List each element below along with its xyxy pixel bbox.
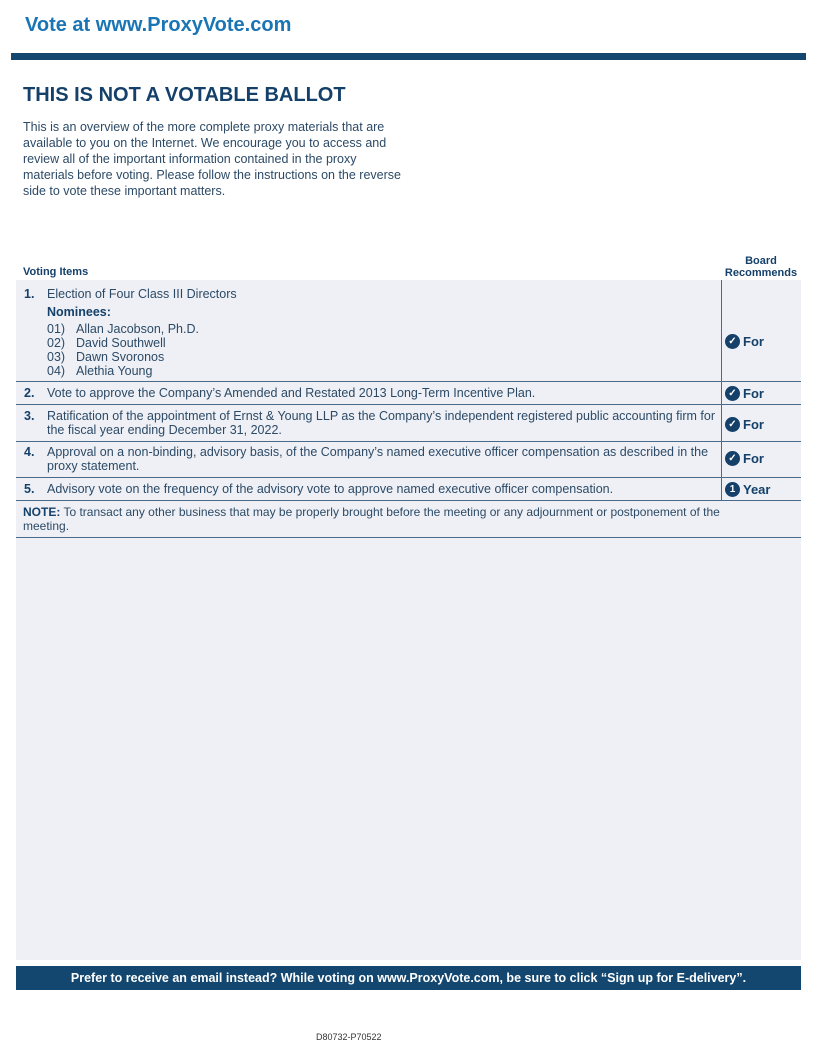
item-3-recommendation (725, 417, 764, 432)
note-label: NOTE: (23, 505, 61, 519)
nominee-name: David Southwell (76, 336, 166, 350)
voting-items-header: Voting Items (23, 266, 89, 278)
item-2-recommendation (725, 386, 764, 401)
item-1-recommendation (725, 334, 764, 349)
item-2-rec-label: For (743, 386, 764, 401)
row-divider (16, 404, 801, 405)
nominee-04 (47, 364, 152, 378)
item-4-rec-label: For (743, 451, 764, 466)
item-4-text: Approval on a non-binding, advisory basis, of the Company’s named executive officer compensation as described in the proxy statement. (47, 445, 709, 473)
board-header-line2: Recommends (724, 267, 798, 279)
item-3-text: Ratification of the appointment of Ernst & Young LLP as the Company’s independent registered public accounting firm for the fiscal year ending December 31, 2022. (47, 409, 716, 437)
note-body: To transact any other business that may be properly brought before the meeting or any adjournment or postponement of the meeting. (23, 505, 720, 533)
item-1-text: Election of Four Class III Directors (47, 287, 237, 301)
row-divider (16, 537, 801, 538)
check-circle-icon: ✓ (725, 334, 740, 349)
item-2-text: Vote to approve the Company’s Amended and Restated 2013 Long-Term Incentive Plan. (47, 386, 536, 400)
nominee-index: 04) (47, 364, 66, 378)
item-5-number: 5. (24, 482, 35, 496)
document-code: D80732-P70522 (316, 1032, 382, 1042)
nominee-name: Dawn Svoronos (76, 350, 165, 364)
row-divider (16, 477, 801, 478)
nominee-index: 03) (47, 350, 66, 364)
item-4-recommendation (725, 451, 764, 466)
proxyvote-header-link[interactable]: Vote at www.ProxyVote.com (25, 14, 292, 36)
item-4-number: 4. (24, 445, 35, 459)
board-recommends-header (721, 255, 801, 279)
nominee-name: Allan Jacobson, Ph.D. (76, 322, 199, 336)
intro-paragraph: This is an overview of the more complete proxy materials that are available to you on the Internet. We encourage you to access and review all of the important information contained in the proxy materials before voting. Please follow the instructions on the reverse side to vote these important matters. (23, 120, 401, 198)
nominee-03 (47, 350, 164, 364)
nominee-index: 02) (47, 336, 66, 350)
header-divider (11, 53, 806, 60)
voting-items-panel (16, 280, 801, 960)
page-title: THIS IS NOT A VOTABLE BALLOT (23, 84, 346, 106)
board-header-line1: Board (745, 255, 777, 267)
note-text (23, 505, 723, 533)
item-3-number: 3. (24, 409, 35, 423)
nominee-name: Alethia Young (76, 364, 153, 378)
board-column-divider (721, 280, 722, 501)
item-5-text: Advisory vote on the frequency of the advisory vote to approve named executive officer compensation. (47, 482, 614, 496)
edelivery-banner: Prefer to receive an email instead? While voting on www.ProxyVote.com, be sure to click “Sign up for E-delivery”. (16, 966, 801, 990)
item-1-rec-label: For (743, 334, 764, 349)
check-circle-icon: ✓ (725, 451, 740, 466)
item-5-recommendation (725, 482, 770, 497)
nominees-label: Nominees: (47, 305, 111, 319)
item-3-rec-label: For (743, 417, 764, 432)
nominee-index: 01) (47, 322, 66, 336)
row-divider (16, 500, 801, 501)
item-1-number: 1. (24, 287, 35, 301)
row-divider (16, 441, 801, 442)
check-circle-icon: ✓ (725, 417, 740, 432)
item-2-number: 2. (24, 386, 35, 400)
nominee-01 (47, 322, 199, 336)
item-5-rec-label: Year (743, 482, 771, 497)
nominee-02 (47, 336, 166, 350)
row-divider (16, 381, 801, 382)
check-circle-icon: ✓ (725, 386, 740, 401)
one-circle-icon: 1 (725, 482, 740, 497)
